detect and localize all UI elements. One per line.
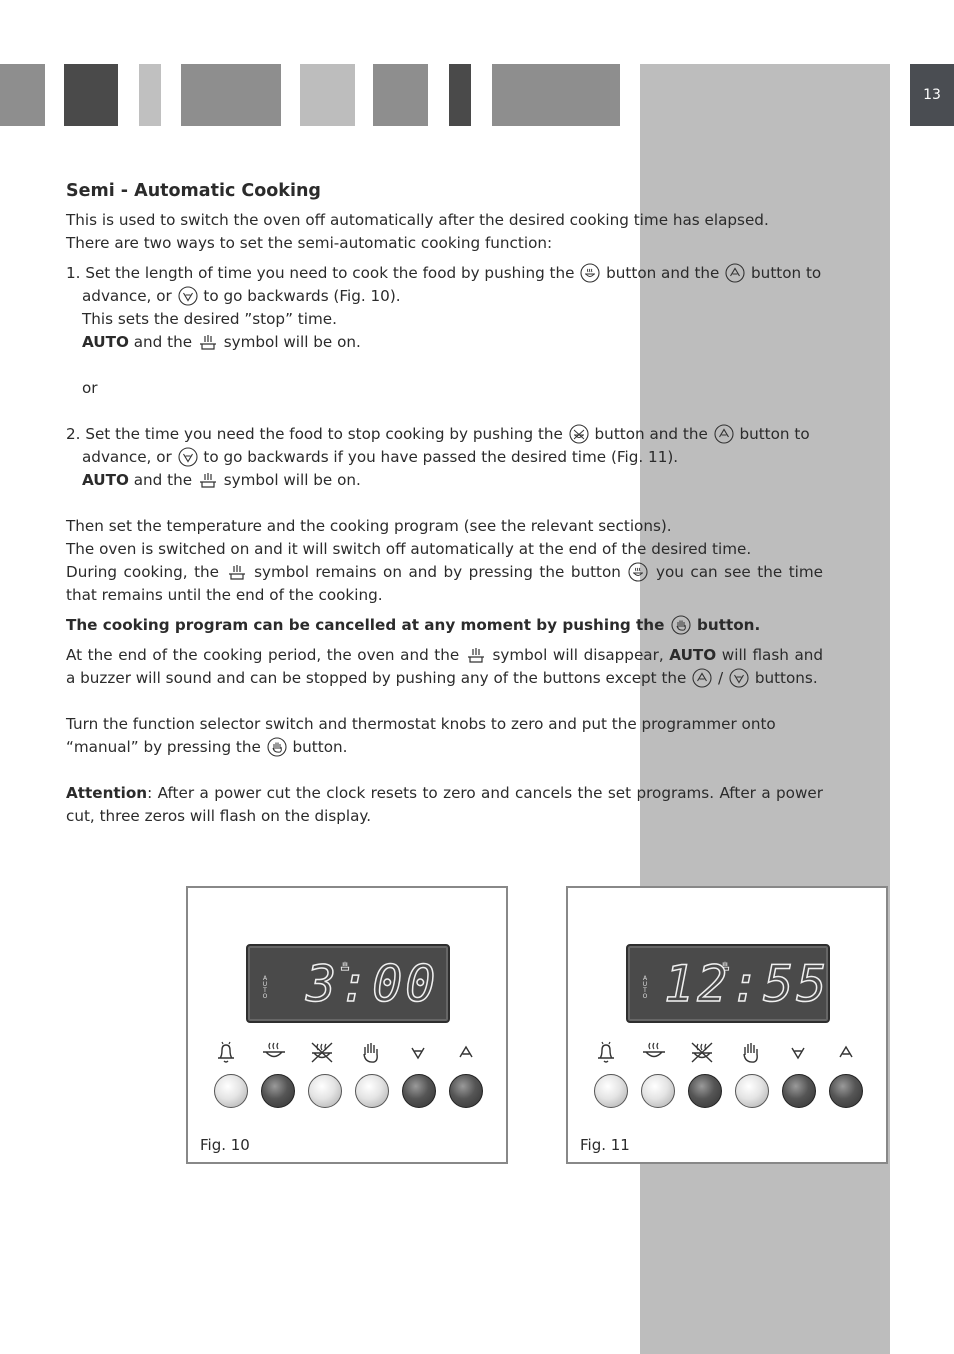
down-button[interactable] bbox=[782, 1074, 816, 1108]
oven-display bbox=[246, 944, 450, 1023]
header-bar-1 bbox=[0, 64, 45, 126]
step-2-text: to go backwards if you have passed the desired time (Fig. 11). bbox=[203, 448, 679, 466]
auto-label: AUTO bbox=[82, 471, 129, 489]
end-cook-icon bbox=[688, 1038, 716, 1066]
step-2 bbox=[66, 423, 823, 446]
attention-label: Attention bbox=[66, 784, 148, 802]
up-arrow-icon bbox=[692, 668, 712, 688]
down-arrow-icon bbox=[178, 447, 198, 467]
cook-duration-button[interactable] bbox=[641, 1074, 675, 1108]
auto-pan-icon bbox=[198, 332, 218, 352]
page-number: 13 bbox=[910, 64, 954, 126]
end-cook-button[interactable] bbox=[308, 1074, 342, 1108]
end-cook-button[interactable] bbox=[688, 1074, 722, 1108]
or-text: or bbox=[82, 379, 98, 397]
down-arrow-icon bbox=[729, 668, 749, 688]
step-1-text: button and the bbox=[606, 264, 720, 282]
header-bar-2 bbox=[64, 64, 118, 126]
step-1 bbox=[66, 262, 823, 285]
during-part: During cooking, the bbox=[66, 563, 220, 581]
step-2-auto bbox=[66, 469, 823, 492]
up-arrow-icon bbox=[452, 1038, 480, 1066]
figure-11 bbox=[566, 886, 888, 1164]
button-symbols bbox=[212, 1038, 492, 1066]
header-bar-3 bbox=[139, 64, 161, 126]
manual-hand-icon bbox=[356, 1038, 384, 1066]
main-content bbox=[66, 180, 823, 828]
up-arrow-icon bbox=[725, 263, 745, 283]
end-cook-icon bbox=[569, 424, 589, 444]
down-button[interactable] bbox=[402, 1074, 436, 1108]
cancel-part: The cooking program can be cancelled at any moment by pushing the bbox=[66, 616, 665, 634]
end-cook-icon bbox=[308, 1038, 336, 1066]
bell-icon bbox=[212, 1038, 240, 1066]
button-row bbox=[214, 1074, 494, 1110]
step-1-text: 1. Set the length of time you need to cook the food by pushing the bbox=[66, 264, 575, 282]
down-arrow-icon bbox=[404, 1038, 432, 1066]
bell-icon bbox=[592, 1038, 620, 1066]
header-bar-4 bbox=[181, 64, 281, 126]
then-line-1: Then set the temperature and the cooking program (see the relevant sections). bbox=[66, 517, 672, 535]
down-arrow-icon bbox=[178, 286, 198, 306]
during-text bbox=[66, 561, 823, 607]
cook-duration-icon bbox=[580, 263, 600, 283]
step-1-cont bbox=[66, 285, 823, 308]
up-arrow-icon bbox=[832, 1038, 860, 1066]
step-2-text: symbol will be on. bbox=[223, 471, 361, 489]
then-line-2: The oven is switched on and it will switch off automatically at the end of the desired time. bbox=[66, 540, 752, 558]
oven-display bbox=[626, 944, 830, 1023]
turn-text bbox=[66, 713, 823, 759]
manual-hand-icon bbox=[267, 737, 287, 757]
step-1-text: button to bbox=[751, 264, 822, 282]
down-arrow-icon bbox=[784, 1038, 812, 1066]
display-digits: 3:00 bbox=[306, 955, 439, 1013]
cook-duration-button[interactable] bbox=[261, 1074, 295, 1108]
header-bar-8 bbox=[492, 64, 620, 126]
display-auto-label: A U T O bbox=[262, 975, 268, 1000]
cook-duration-icon bbox=[640, 1038, 668, 1066]
step-2-text: button to bbox=[739, 425, 810, 443]
auto-label: AUTO bbox=[669, 646, 717, 664]
manual-hand-icon bbox=[671, 615, 691, 635]
during-part: you can see the time that remains until the end of the cooking. bbox=[66, 563, 824, 604]
step-2-text: 2. Set the time you need the food to stop cooking by pushing the bbox=[66, 425, 563, 443]
manual-hand-icon bbox=[736, 1038, 764, 1066]
auto-label: AUTO bbox=[82, 333, 129, 351]
timer-button[interactable] bbox=[214, 1074, 248, 1108]
step-1-text: symbol will be on. bbox=[223, 333, 361, 351]
header-bar-7 bbox=[449, 64, 471, 126]
turn-part: button. bbox=[292, 738, 348, 756]
step-2-text: advance, or bbox=[82, 448, 172, 466]
intro-line-2: There are two ways to set the semi-automatic cooking function: bbox=[66, 234, 553, 252]
cancel-text bbox=[66, 614, 823, 637]
manual-button[interactable] bbox=[355, 1074, 389, 1108]
button-symbols bbox=[592, 1038, 872, 1066]
end-part: At the end of the cooking period, the oven and the bbox=[66, 646, 460, 664]
header-bar-5 bbox=[300, 64, 355, 126]
auto-pan-icon bbox=[466, 645, 486, 665]
figure-10 bbox=[186, 886, 508, 1164]
cook-duration-icon bbox=[628, 562, 648, 582]
auto-pan-icon bbox=[227, 562, 247, 582]
step-1-text: to go backwards (Fig. 10). bbox=[203, 287, 401, 305]
step-2-text: and the bbox=[133, 471, 193, 489]
display-digits: 12:55 bbox=[664, 955, 830, 1013]
cook-duration-icon bbox=[260, 1038, 288, 1066]
figure-caption: Fig. 10 bbox=[200, 1136, 250, 1154]
button-row bbox=[594, 1074, 874, 1110]
attention-body: : After a power cut the clock resets to zero and cancels the set programs. After a power cut, three zeros will flash on the display. bbox=[66, 784, 823, 825]
timer-button[interactable] bbox=[594, 1074, 628, 1108]
section-heading: Semi - Automatic Cooking bbox=[66, 181, 321, 201]
cancel-part: button. bbox=[697, 616, 761, 634]
up-arrow-icon bbox=[714, 424, 734, 444]
auto-pan-icon bbox=[198, 470, 218, 490]
up-button[interactable] bbox=[829, 1074, 863, 1108]
display-auto-label: A U T O bbox=[642, 975, 648, 1000]
step-1-text: and the bbox=[133, 333, 193, 351]
header-bar-6 bbox=[373, 64, 428, 126]
step-2-cont bbox=[66, 446, 823, 469]
end-text bbox=[66, 644, 823, 690]
end-part: / bbox=[718, 669, 724, 687]
step-1-auto bbox=[66, 331, 823, 354]
manual-button[interactable] bbox=[735, 1074, 769, 1108]
intro-line-1: This is used to switch the oven off automatically after the desired cooking time has elapsed. bbox=[66, 211, 769, 229]
end-part: symbol will disappear, bbox=[492, 646, 664, 664]
step-1-stop: This sets the desired ”stop” time. bbox=[82, 310, 337, 328]
end-part: will flash and a buzzer will sound and can be stopped by pushing any of the buttons except the bbox=[66, 646, 824, 687]
during-part: symbol remains on and by pressing the button bbox=[254, 563, 621, 581]
up-button[interactable] bbox=[449, 1074, 483, 1108]
turn-part: Turn the function selector switch and thermostat knobs to zero and put the programmer onto “manual” by pressing the bbox=[66, 715, 776, 756]
figure-caption: Fig. 11 bbox=[580, 1136, 630, 1154]
step-2-text: button and the bbox=[594, 425, 708, 443]
step-1-text: advance, or bbox=[82, 287, 172, 305]
end-part: buttons. bbox=[754, 669, 818, 687]
attention-text bbox=[66, 782, 823, 828]
